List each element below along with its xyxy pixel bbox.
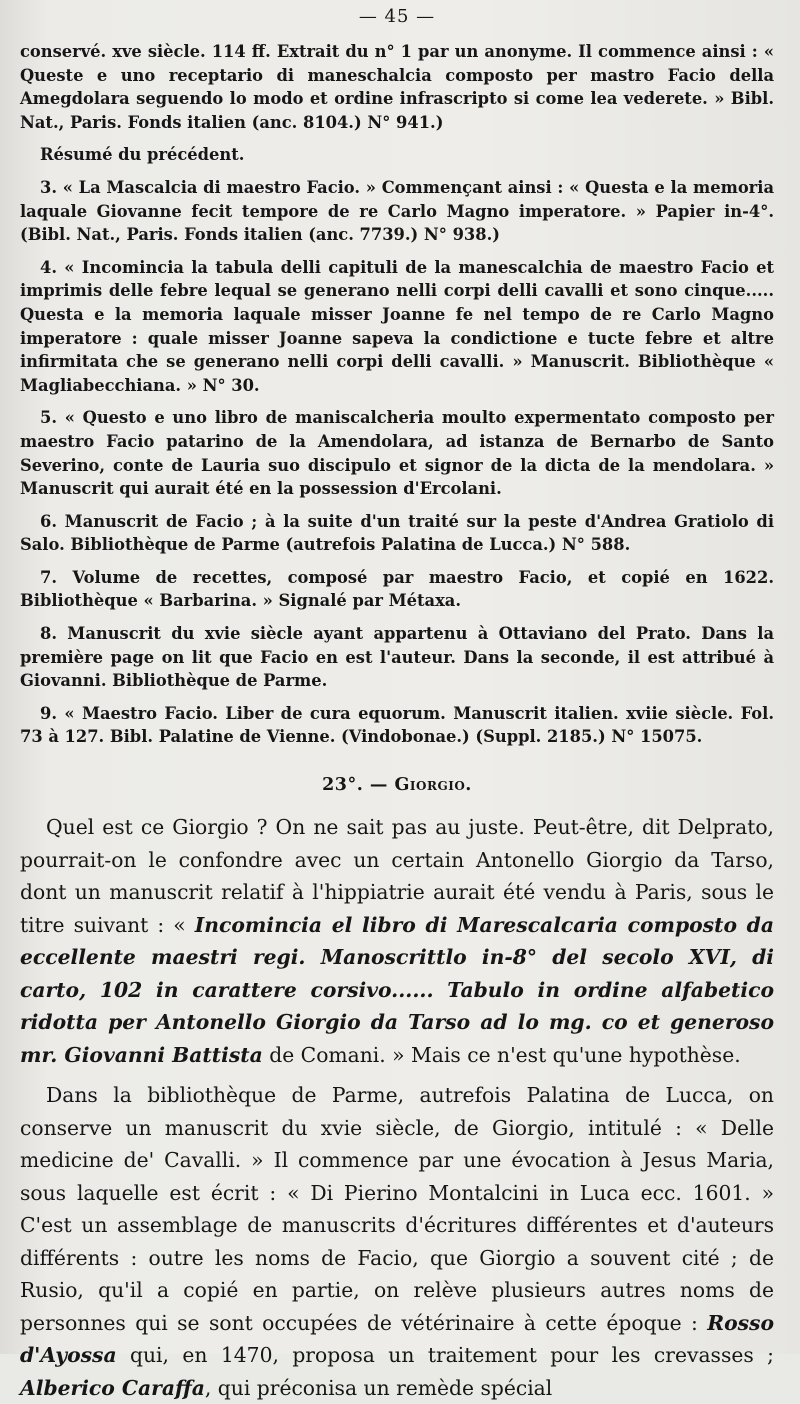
section-number: 23°. — (322, 775, 388, 796)
main-text (20, 811, 774, 1404)
manuscript-title-quote: Incomincia el libro di Marescalcaria composto da eccellente maestri regi. Manoscrittlo in-8° del secolo XVI, di carto, 102 in carattere corsivo...... Tabulo in ordine alfabetico ridotta per Antonello Giorgio da Tarso ad lo mg. co et generoso mr. Giovanni Battista (20, 912, 775, 1067)
section-name: Giorgio. (394, 775, 472, 796)
paragraph-giorgio-identity (20, 811, 774, 1071)
note-item-5: 5. « Questo e uno libro de maniscalcheria moulto expermentato composto per maestro Facio patarino de la Amendolara, ad istanza de Bernarbo de Santo Severino, conte de Lauria suo discipulo et signor de la dicta de la mendolara. » Manuscrit qui aurait été en la possession d'Ercolani. (20, 408, 774, 499)
page-number: — 45 — (358, 6, 436, 27)
note-item-6: 6. Manuscrit de Facio ; à la suite d'un traité sur la peste d'Andrea Gratiolo di Salo. Bibliothèque de Parme (autrefois Palatina de Lucca.) N° 588. (20, 511, 774, 555)
note-item-8: 8. Manuscrit du xvie siècle ayant appartenu à Ottaviano del Prato. Dans la première page on lit que Facio en est l'auteur. Dans la seconde, il est attribué à Giovanni. Bibliothèque de Parme. (20, 624, 774, 691)
note-continuation: conservé. xve siècle. 114 ff. Extrait du n° 1 par un anonyme. Il commence ainsi : « Queste e uno receptario di maneschalcia composto per mastro Facio della Amegdolara seguendo lo modo et ordine infrascripto si come lea vederete. » Bibl. Nat., Paris. Fonds italien (anc. 8104.) N° 941.) (20, 42, 774, 132)
paragraph-1-text-a: Quel est ce Giorgio ? On ne sait pas au juste. Peut-être, dit Delprato, pourrait-on le confondre avec un certain Antonello Giorgio da Tarso, dont un manuscrit relatif à l'hippiatrie aurait été vendu à Paris, sous le titre suivant : « (20, 815, 774, 937)
note-item-7: 7. Volume de recettes, composé par maestro Facio, et copié en 1622. Bibliothèque « Barbarina. » Signalé par Métaxa. (20, 567, 774, 611)
paragraph-parma-manuscript (20, 1079, 774, 1404)
note-item-3: 3. « La Mascalcia di maestro Facio. » Commençant ainsi : « Questa e la memoria laquale Giovanne fecit tempore de re Carlo Magno imperatore. » Papier in-4°. (Bibl. Nat., Paris. Fonds italien (anc. 7739.) N° 938.) (20, 177, 774, 245)
paragraph-2-text-a: Dans la bibliothèque de Parme, autrefois Palatina de Lucca, on conserve un manuscrit du xvie siècle, de Giorgio, intitulé : « Delle medicine de' Cavalli. » Il commence par une évocation à Jesus Maria, sous laquelle est écrit : « Di Pierino Montalcini in Luca ecc. 1601. » C'est un assemblage de manuscrits d'écritures différentes et d'auteurs différents : outre les noms de Facio, que Giorgio a souvent cité ; de Rusio, qu'il a copié en partie, on relève plusieurs autres noms de personnes qui se sont occupées de vétérinaire à cette époque : (20, 1083, 774, 1335)
footnotes-block (20, 40, 774, 749)
note-item-9: 9. « Maestro Facio. Liber de cura equorum. Manuscrit italien. xviie siècle. Fol. 73 à 127. Bibl. Palatine de Vienne. (Vindobonae.) (Suppl. 2185.) N° 15075. (20, 703, 774, 747)
note-resume: Résumé du précédent. (40, 145, 245, 165)
paragraph-1-text-c: de Comani. » Mais ce n'est qu'une hypothèse. (262, 1042, 741, 1067)
paragraph-2-text-c: , qui préconisa un remède spécial (204, 1375, 553, 1400)
person-name-caraffa: Alberico Caraffa (20, 1375, 205, 1400)
section-heading (20, 775, 774, 795)
note-item-4: 4. « Incomincia la tabula delli capituli de la manescalchia de maestro Facio et imprimis delle febre lequal se generano nelli corpi delli cavalli et sono cinque..... Questa e la memoria laquale misser Joanne fe nel tempo de re Carlo Magno imperatore : quale misser Joanne sapeva la condictione e tucte febre et altre infirmitata che se generano nelli corpi delli cavalli. » Manuscrit. Bibliothèque « Magliabecchiana. » N° 30. (20, 257, 774, 395)
paragraph-2-text-b: qui, en 1470, proposa un traitement pour les crevasses ; (116, 1343, 774, 1368)
person-name-rosso: Rosso d'Ayossa (20, 1310, 774, 1368)
